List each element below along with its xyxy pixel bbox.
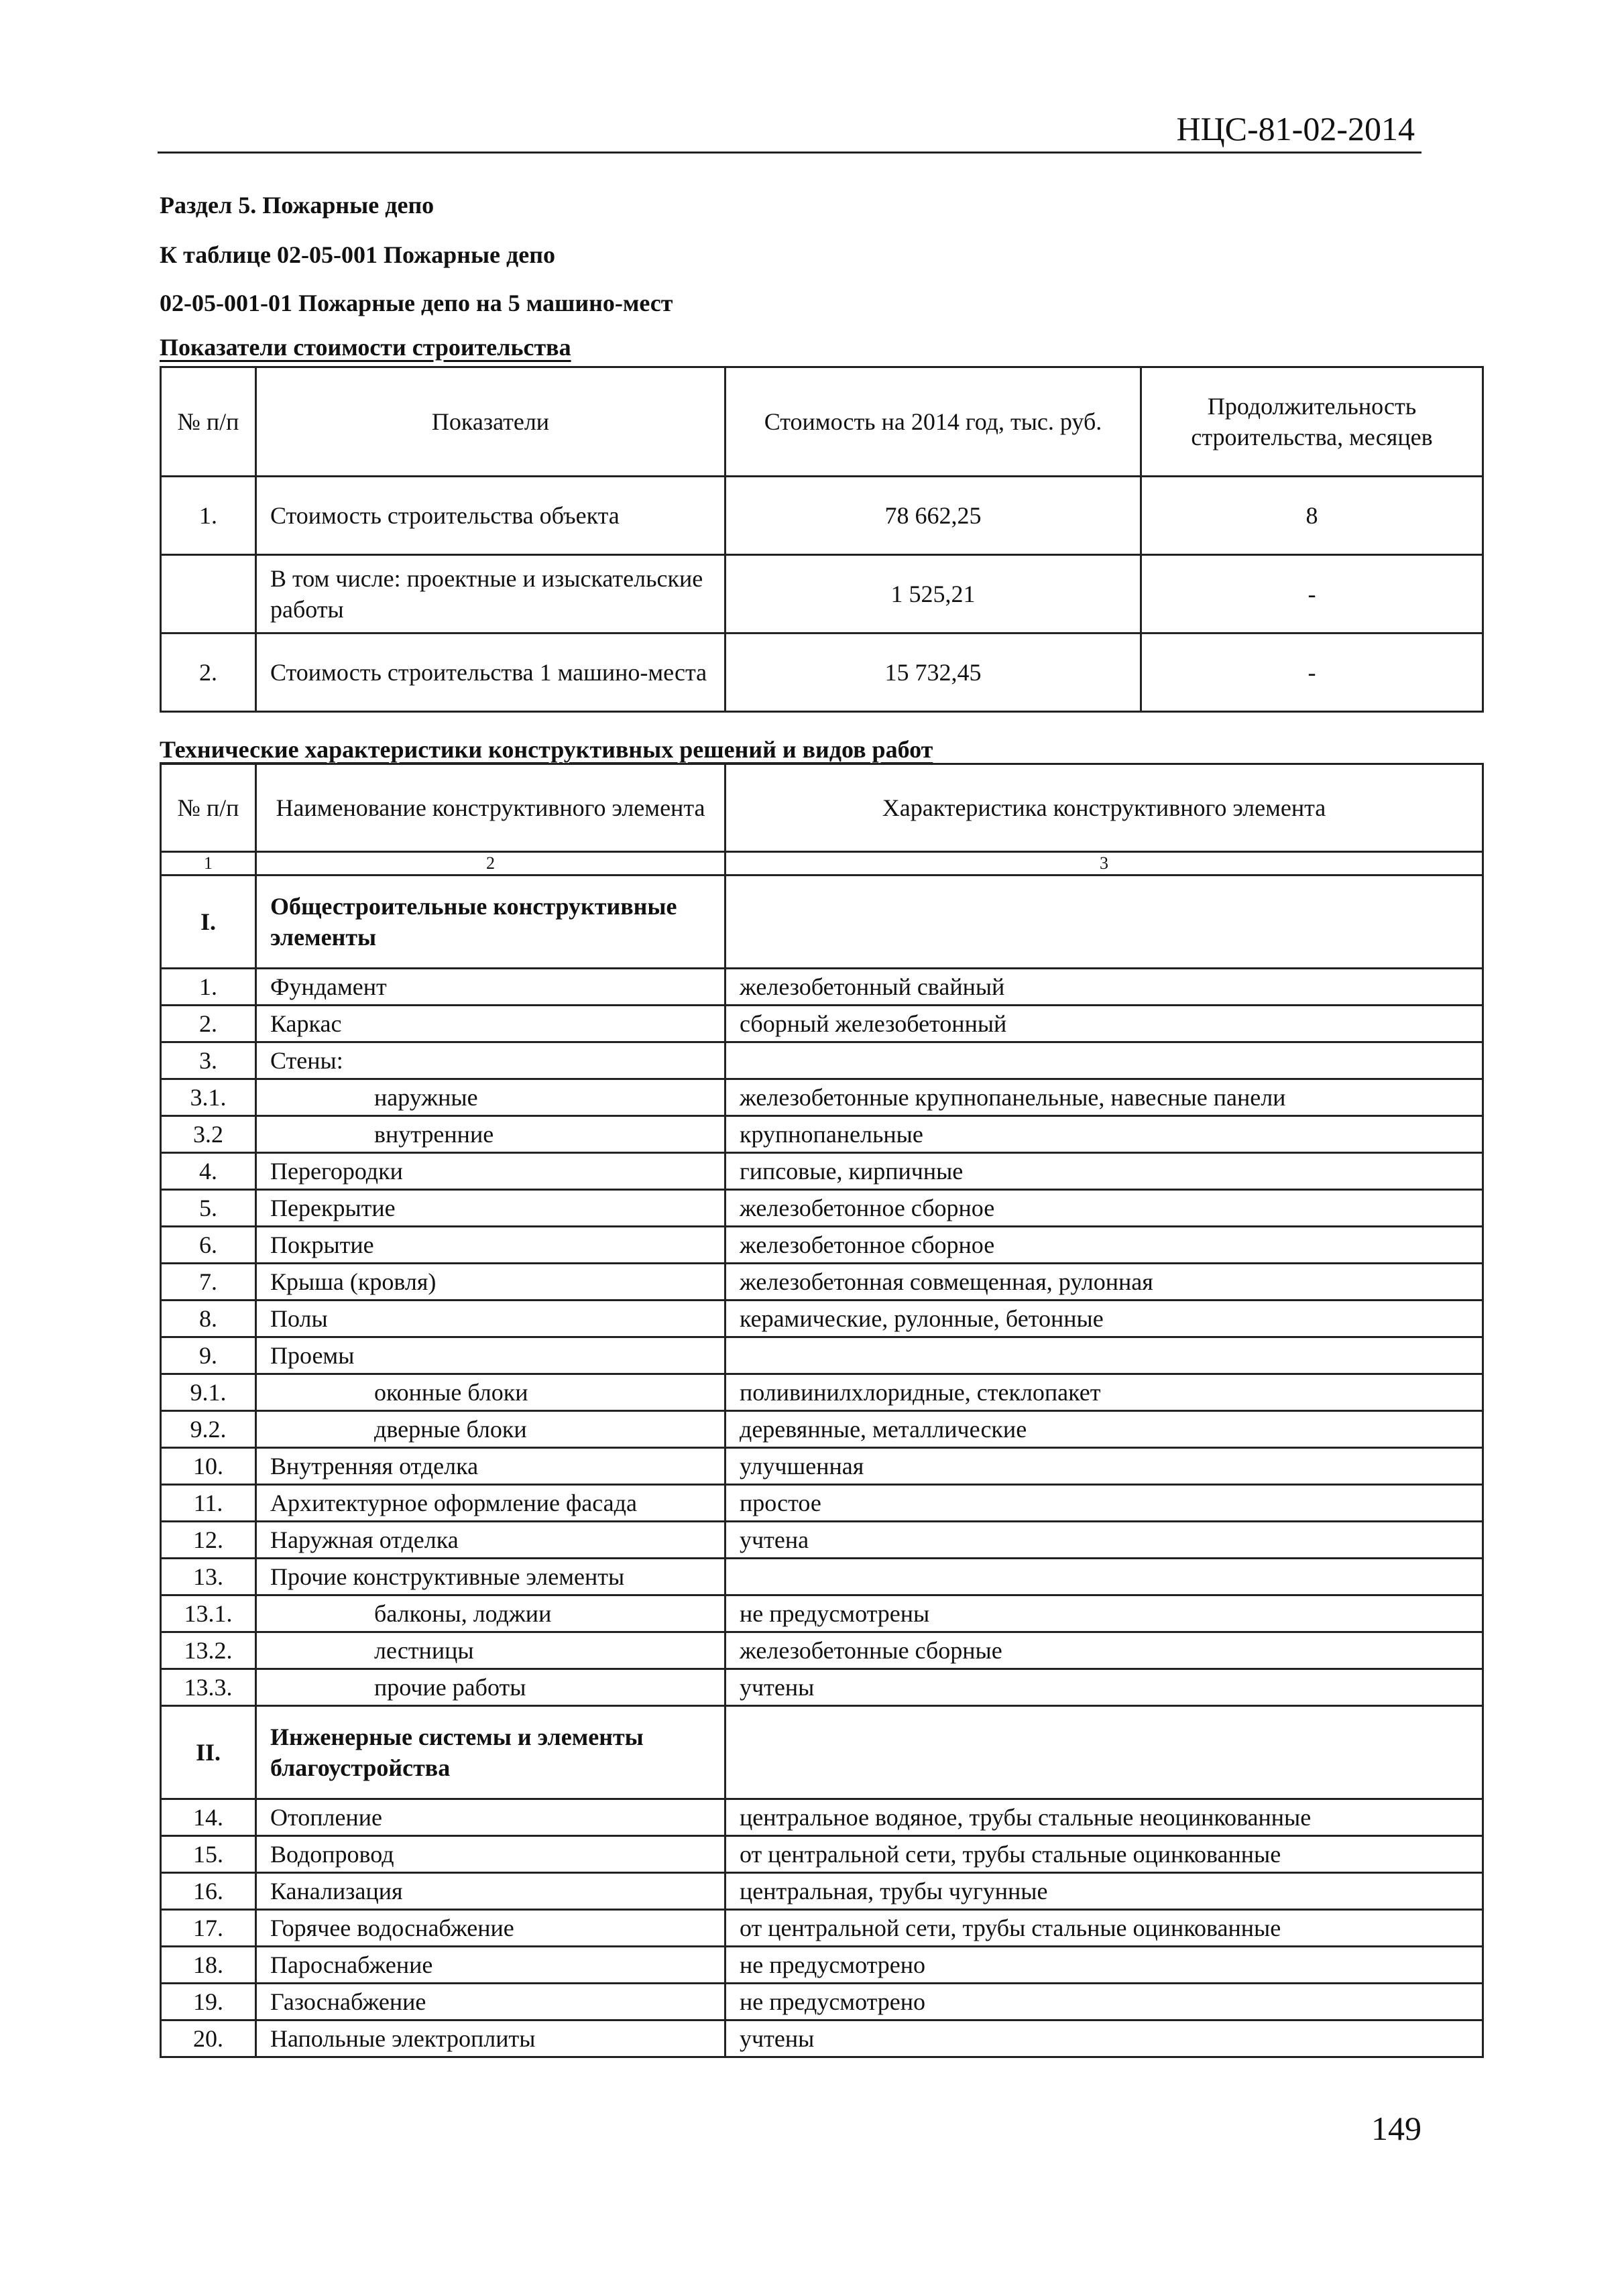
table-row	[161, 1799, 1483, 1836]
table-row	[161, 1559, 1483, 1595]
row-number: 7.	[161, 1264, 256, 1301]
row-element-name: Каркас	[256, 1006, 726, 1042]
row-duration: -	[1141, 633, 1483, 712]
table-row	[161, 1669, 1483, 1706]
row-number: 1.	[161, 477, 256, 555]
row-element-name: Стены:	[256, 1042, 726, 1079]
row-number: 2.	[161, 633, 256, 712]
section-characteristic	[726, 1706, 1483, 1799]
row-number: 3.2	[161, 1116, 256, 1153]
row-characteristic: не предусмотрено	[726, 1947, 1483, 1984]
row-cost: 78 662,25	[726, 477, 1141, 555]
table-row	[161, 2020, 1483, 2057]
column-number-row	[161, 852, 1483, 875]
table-row	[161, 1984, 1483, 2020]
row-characteristic: железобетонный свайный	[726, 969, 1483, 1006]
item-heading: 02-05-001-01 Пожарные депо на 5 машино-мест	[160, 290, 673, 316]
row-element-name: Канализация	[256, 1873, 726, 1910]
row-cost: 1 525,21	[726, 555, 1141, 633]
row-number: 19.	[161, 1984, 256, 2020]
row-element-name: лестницы	[256, 1632, 726, 1669]
row-element-name: Горячее водоснабжение	[256, 1910, 726, 1947]
tech-table	[160, 763, 1484, 2058]
row-cost: 15 732,45	[726, 633, 1141, 712]
col-header-element: Наименование конструктивного элемента	[256, 764, 726, 852]
row-number: 20.	[161, 2020, 256, 2057]
table-row	[161, 1522, 1483, 1559]
row-characteristic: центральная, трубы чугунные	[726, 1873, 1483, 1910]
row-duration: 8	[1141, 477, 1483, 555]
table-row	[161, 1079, 1483, 1116]
section-number: I.	[161, 875, 256, 969]
table-row	[161, 1632, 1483, 1669]
row-indicator: Стоимость строительства объекта	[256, 477, 726, 555]
row-number: 10.	[161, 1448, 256, 1485]
row-element-name: оконные блоки	[256, 1374, 726, 1411]
row-characteristic: сборный железобетонный	[726, 1006, 1483, 1042]
section-name: Общестроительные конструктивные элементы	[256, 875, 726, 969]
row-element-name: Покрытие	[256, 1227, 726, 1264]
table-row	[161, 1910, 1483, 1947]
document-code: НЦС-81-02-2014	[1176, 110, 1415, 147]
row-element-name: прочие работы	[256, 1669, 726, 1706]
table-row	[161, 1448, 1483, 1485]
row-number: 8.	[161, 1301, 256, 1337]
row-characteristic	[726, 1559, 1483, 1595]
cost-table-header-row	[161, 367, 1483, 477]
cost-table-title: Показатели стоимости строительства	[160, 334, 571, 361]
row-characteristic: железобетонные крупнопанельные, навесные панели	[726, 1079, 1483, 1116]
row-number: 15.	[161, 1836, 256, 1873]
col-header-cost: Стоимость на 2014 год, тыс. руб.	[726, 367, 1141, 477]
row-characteristic	[726, 1337, 1483, 1374]
row-element-name: дверные блоки	[256, 1411, 726, 1448]
row-characteristic: не предусмотрены	[726, 1595, 1483, 1632]
row-number: 4.	[161, 1153, 256, 1190]
table-row	[161, 1374, 1483, 1411]
row-number: 16.	[161, 1873, 256, 1910]
row-characteristic: простое	[726, 1485, 1483, 1522]
table-row	[161, 633, 1483, 712]
row-characteristic: центральное водяное, трубы стальные неоцинкованные	[726, 1799, 1483, 1836]
row-characteristic: учтены	[726, 1669, 1483, 1706]
row-element-name: балконы, лоджии	[256, 1595, 726, 1632]
row-characteristic: от центральной сети, трубы стальные оцинкованные	[726, 1836, 1483, 1873]
col-header-duration: Продолжительность строительства, месяцев	[1141, 367, 1483, 477]
row-number: 13.1.	[161, 1595, 256, 1632]
table-row	[161, 1595, 1483, 1632]
row-number: 2.	[161, 1006, 256, 1042]
row-number: 3.	[161, 1042, 256, 1079]
table-row	[161, 1116, 1483, 1153]
table-row	[161, 477, 1483, 555]
table-row	[161, 1337, 1483, 1374]
row-number: 9.1.	[161, 1374, 256, 1411]
row-number: 9.2.	[161, 1411, 256, 1448]
row-number	[161, 555, 256, 633]
row-element-name: Внутренняя отделка	[256, 1448, 726, 1485]
table-row	[161, 555, 1483, 633]
row-number: 12.	[161, 1522, 256, 1559]
row-element-name: Газоснабжение	[256, 1984, 726, 2020]
row-number: 3.1.	[161, 1079, 256, 1116]
row-number: 13.3.	[161, 1669, 256, 1706]
section-heading: Раздел 5. Пожарные депо	[160, 192, 434, 219]
row-number: 14.	[161, 1799, 256, 1836]
row-indicator: В том числе: проектные и изыскательские работы	[256, 555, 726, 633]
section-characteristic	[726, 875, 1483, 969]
row-number: 13.	[161, 1559, 256, 1595]
row-characteristic: улучшенная	[726, 1448, 1483, 1485]
row-element-name: Полы	[256, 1301, 726, 1337]
row-element-name: Фундамент	[256, 969, 726, 1006]
row-number: 13.2.	[161, 1632, 256, 1669]
row-element-name: Перекрытие	[256, 1190, 726, 1227]
row-characteristic	[726, 1042, 1483, 1079]
table-heading: К таблице 02-05-001 Пожарные депо	[160, 241, 555, 268]
row-number: 5.	[161, 1190, 256, 1227]
row-element-name: Водопровод	[256, 1836, 726, 1873]
table-row	[161, 1485, 1483, 1522]
row-characteristic: не предусмотрено	[726, 1984, 1483, 2020]
row-characteristic: железобетонные сборные	[726, 1632, 1483, 1669]
row-element-name: Отопление	[256, 1799, 726, 1836]
row-element-name: Архитектурное оформление фасада	[256, 1485, 726, 1522]
row-characteristic: керамические, рулонные, бетонные	[726, 1301, 1483, 1337]
column-number: 3	[726, 852, 1483, 875]
col-header-characteristic: Характеристика конструктивного элемента	[726, 764, 1483, 852]
col-header-number: № п/п	[161, 367, 256, 477]
table-row	[161, 969, 1483, 1006]
row-characteristic: деревянные, металлические	[726, 1411, 1483, 1448]
section-row	[161, 1706, 1483, 1799]
tech-table-header-row	[161, 764, 1483, 852]
section-number: II.	[161, 1706, 256, 1799]
table-row	[161, 1190, 1483, 1227]
row-number: 6.	[161, 1227, 256, 1264]
row-number: 1.	[161, 969, 256, 1006]
row-characteristic: учтены	[726, 2020, 1483, 2057]
row-element-name: Наружная отделка	[256, 1522, 726, 1559]
header-rule	[158, 152, 1422, 154]
table-row	[161, 1153, 1483, 1190]
row-number: 17.	[161, 1910, 256, 1947]
row-element-name: Прочие конструктивные элементы	[256, 1559, 726, 1595]
row-number: 9.	[161, 1337, 256, 1374]
row-element-name: Проемы	[256, 1337, 726, 1374]
row-element-name: наружные	[256, 1079, 726, 1116]
table-row	[161, 1006, 1483, 1042]
row-characteristic: железобетонная совмещенная, рулонная	[726, 1264, 1483, 1301]
table-row	[161, 1227, 1483, 1264]
tech-table-title: Технические характеристики конструктивных решений и видов работ	[160, 736, 933, 763]
row-element-name: Напольные электроплиты	[256, 2020, 726, 2057]
table-row	[161, 1264, 1483, 1301]
row-characteristic: крупнопанельные	[726, 1116, 1483, 1153]
col-header-indicator: Показатели	[256, 367, 726, 477]
row-characteristic: поливинилхлоридные, стеклопакет	[726, 1374, 1483, 1411]
table-row	[161, 1836, 1483, 1873]
row-characteristic: железобетонное сборное	[726, 1227, 1483, 1264]
row-element-name: Крыша (кровля)	[256, 1264, 726, 1301]
row-number: 11.	[161, 1485, 256, 1522]
cost-table	[160, 366, 1484, 713]
row-characteristic: гипсовые, кирпичные	[726, 1153, 1483, 1190]
column-number: 2	[256, 852, 726, 875]
column-number: 1	[161, 852, 256, 875]
section-name: Инженерные системы и элементы благоустройства	[256, 1706, 726, 1799]
row-element-name: внутренние	[256, 1116, 726, 1153]
section-row	[161, 875, 1483, 969]
row-element-name: Перегородки	[256, 1153, 726, 1190]
table-row	[161, 1947, 1483, 1984]
table-row	[161, 1411, 1483, 1448]
table-row	[161, 1301, 1483, 1337]
table-row	[161, 1873, 1483, 1910]
table-row	[161, 1042, 1483, 1079]
page-number: 149	[1371, 2110, 1422, 2147]
row-characteristic: железобетонное сборное	[726, 1190, 1483, 1227]
row-characteristic: от центральной сети, трубы стальные оцинкованные	[726, 1910, 1483, 1947]
col-header-number: № п/п	[161, 764, 256, 852]
row-indicator: Стоимость строительства 1 машино-места	[256, 633, 726, 712]
row-number: 18.	[161, 1947, 256, 1984]
row-element-name: Пароснабжение	[256, 1947, 726, 1984]
row-characteristic: учтена	[726, 1522, 1483, 1559]
row-duration: -	[1141, 555, 1483, 633]
